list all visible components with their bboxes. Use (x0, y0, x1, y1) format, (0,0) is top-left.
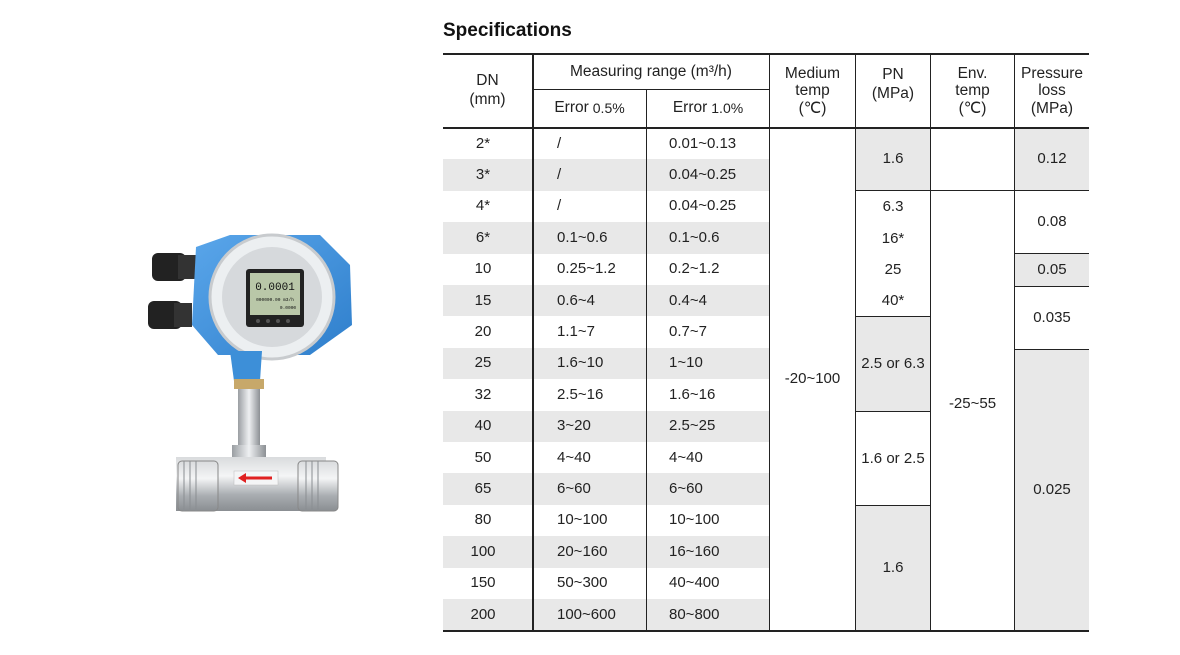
error-05-cell: 10~100 (557, 511, 608, 529)
turbine-flowmeter-image (130, 225, 370, 525)
lcd-value: 0.0001 (255, 282, 295, 294)
header-medium-temp-l1: Medium (784, 65, 841, 83)
error-05-cell: 20~160 (557, 542, 608, 560)
error-10-cell: 40~400 (669, 574, 720, 592)
header-pn (856, 55, 930, 115)
error-05-cell: 50~300 (557, 574, 608, 592)
error-10-cell: 6~60 (669, 480, 703, 498)
error-05-cell: 3~20 (557, 417, 591, 435)
loss-group-3: 0.05 (1037, 261, 1067, 278)
env-temp-value: -25~55 (948, 395, 997, 412)
dn-cell: 20 (474, 323, 492, 341)
cable-gland-top (152, 253, 196, 281)
brass-nut (234, 379, 264, 389)
header-pressure-loss-l3: (MPa) (1030, 99, 1074, 117)
dn-cell: 2* (475, 134, 491, 152)
header-measuring-range (533, 55, 769, 89)
header-env-temp (931, 55, 1014, 127)
cable-gland-bottom (148, 301, 192, 329)
loss-group-5: 0.025 (1033, 481, 1071, 498)
pn-group-1: 1.6 (882, 150, 904, 167)
dn-cell: 65 (474, 480, 492, 498)
header-pn-l1: PN (882, 66, 904, 84)
error-10-cell: 0.4~4 (669, 291, 707, 309)
loss-group-4: 0.035 (1033, 309, 1071, 326)
error-05-cell: 6~60 (557, 480, 591, 498)
error-05-cell: 1.1~7 (557, 323, 595, 341)
lcd-line3: 0.0000 (279, 306, 297, 311)
dn-cell: 3* (475, 166, 491, 184)
pn-group-2c: 25 (884, 261, 902, 278)
page-title: Specifications (443, 20, 572, 41)
error-10-cell: 2.5~25 (669, 417, 716, 435)
error-10-cell: 0.7~7 (669, 323, 707, 341)
error-05-cell: 0.1~0.6 (557, 228, 608, 246)
pn-group-3: 2.5 or 6.3 (861, 355, 925, 372)
dn-cell: 200 (470, 605, 496, 623)
housing-neck (230, 351, 262, 381)
error-10-cell: 16~160 (669, 542, 720, 560)
dn-cell: 6* (475, 228, 491, 246)
dn-cell: 4* (475, 197, 491, 215)
pn-group-2d: 40* (881, 292, 905, 309)
header-dn-unit: (mm) (469, 91, 506, 108)
dn-cell: 50 (474, 448, 492, 466)
error-10-cell: 0.01~0.13 (669, 134, 737, 152)
header-error-05-value: 0.5% (592, 100, 625, 117)
dn-cell: 40 (474, 417, 492, 435)
header-dn (443, 55, 532, 127)
error-05-cell: 100~600 (557, 605, 616, 623)
dn-cell: 10 (474, 260, 492, 278)
dn-cell: 100 (470, 542, 496, 560)
error-10-cell: 0.04~0.25 (669, 197, 737, 215)
loss-group-1: 0.12 (1037, 150, 1067, 167)
error-10-cell: 1~10 (669, 354, 703, 372)
error-10-cell: 10~100 (669, 511, 720, 529)
header-pressure-loss-l2: loss (1038, 82, 1066, 100)
lcd-line2: 000000.00 m3/h (256, 298, 294, 303)
dn-cell: 32 (474, 385, 492, 403)
pn-group-4: 1.6 or 2.5 (861, 449, 925, 467)
header-env-temp-l1: Env. (957, 65, 988, 83)
dn-cell: 15 (474, 291, 492, 309)
error-10-cell: 4~40 (669, 448, 703, 466)
flow-arrow-icon (234, 471, 278, 485)
error-05-cell: 2.5~16 (557, 385, 604, 403)
dn-cell: 25 (474, 354, 492, 372)
error-05-cell: / (557, 134, 562, 152)
error-05-cell: / (557, 166, 562, 184)
specifications-table (443, 53, 1089, 632)
medium-temp-value: -20~100 (784, 370, 841, 387)
header-error-05 (533, 90, 646, 127)
loss-group-2: 0.08 (1037, 213, 1067, 230)
error-05-cell: 4~40 (557, 448, 591, 466)
header-env-temp-l3: (℃) (958, 99, 987, 117)
header-error-05-prefix: Error (554, 99, 589, 117)
header-env-temp-l2: temp (955, 82, 990, 100)
error-10-cell: 1.6~16 (669, 385, 716, 403)
error-10-cell: 0.2~1.2 (669, 260, 720, 278)
dn-cell: 150 (470, 574, 496, 592)
header-error-10-prefix: Error (672, 99, 708, 117)
header-dn-label: DN (476, 72, 499, 90)
error-05-cell: 0.25~1.2 (557, 260, 616, 278)
header-pressure-loss (1015, 55, 1089, 127)
error-05-cell: 0.6~4 (557, 291, 595, 309)
header-medium-temp-l3: (℃) (798, 99, 827, 117)
header-pn-l2: (MPa) (871, 85, 915, 102)
error-05-cell: 1.6~10 (557, 354, 604, 372)
header-medium-temp (770, 55, 855, 127)
header-pressure-loss-l1: Pressure (1020, 65, 1084, 83)
error-10-cell: 0.04~0.25 (669, 166, 737, 184)
header-measuring-range-label: Measuring range (m³/h) (570, 62, 732, 80)
pn-group-5: 1.6 (882, 559, 904, 576)
pn-group-2a: 6.3 (882, 198, 904, 215)
pn-group-2b: 16* (881, 230, 905, 247)
error-10-cell: 80~800 (669, 605, 720, 623)
stem (238, 389, 260, 447)
header-error-10 (647, 90, 769, 127)
header-medium-temp-l2: temp (795, 82, 830, 100)
error-10-cell: 0.1~0.6 (669, 228, 720, 246)
header-error-10-value: 1.0% (711, 100, 744, 117)
dn-cell: 80 (474, 511, 492, 529)
error-05-cell: / (557, 197, 562, 215)
